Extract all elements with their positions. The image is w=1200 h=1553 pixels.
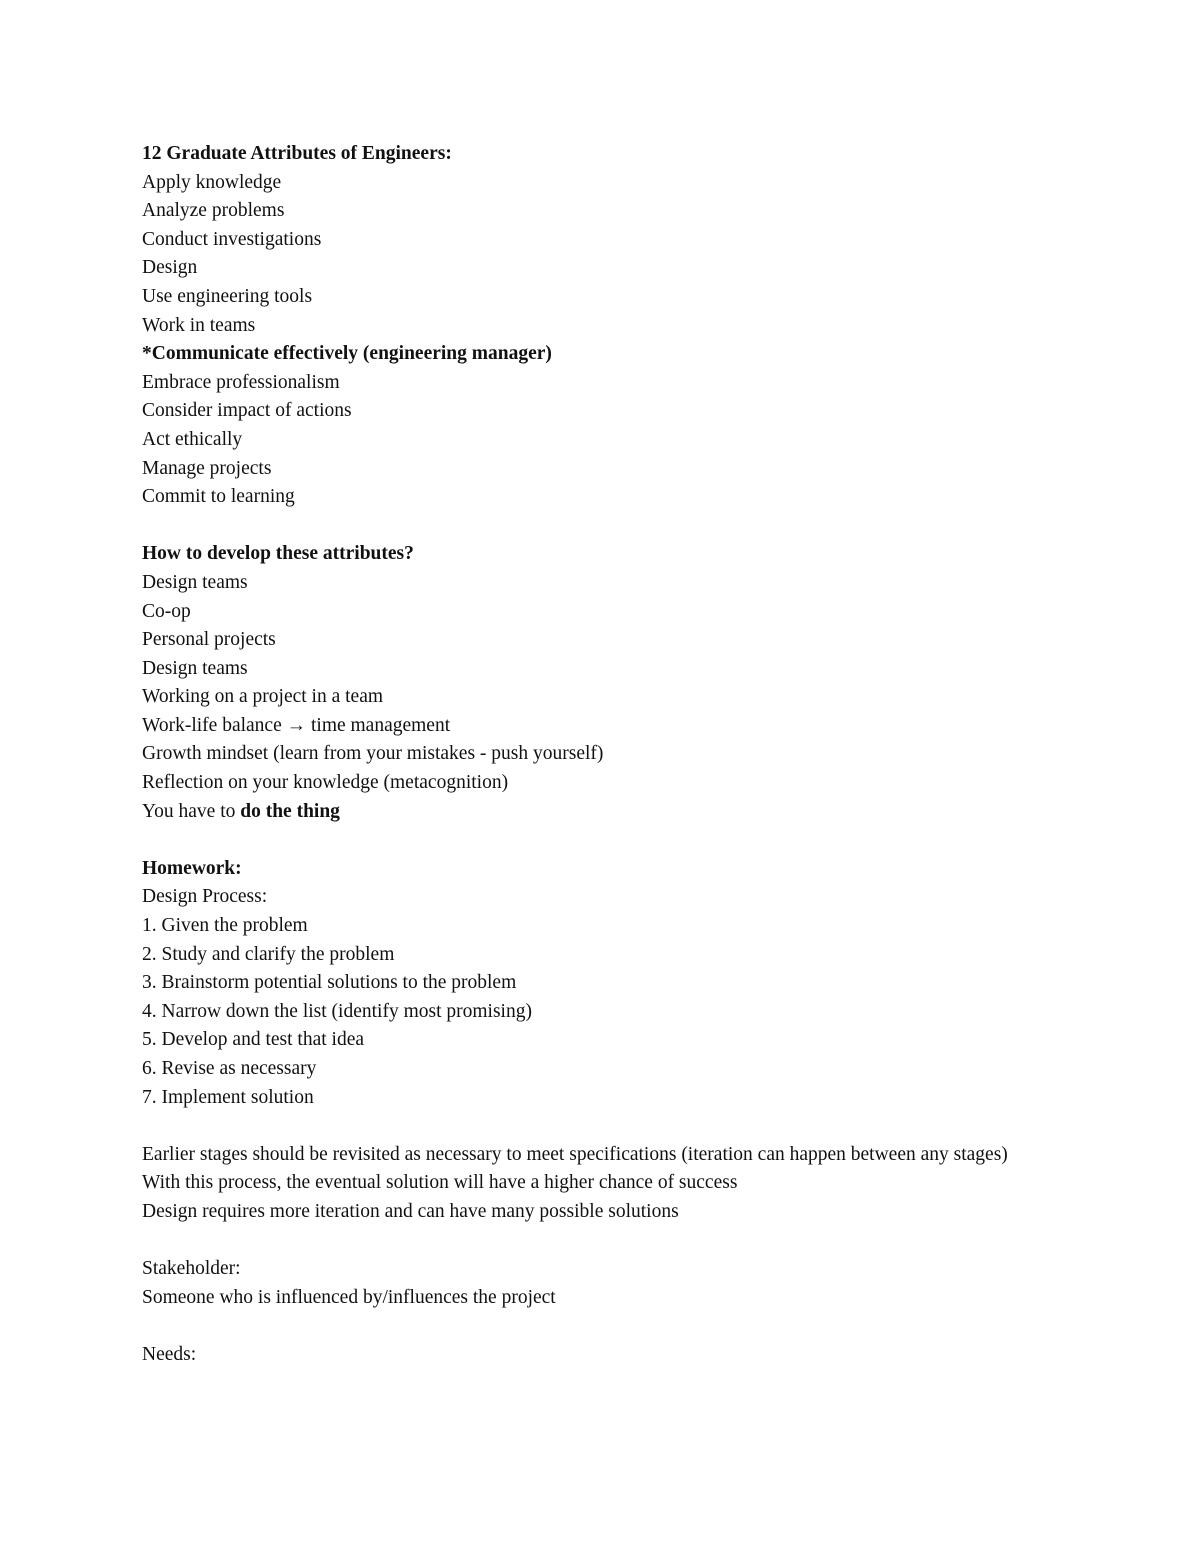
develop-item: Design teams — [142, 657, 248, 679]
attributes-heading: 12 Graduate Attributes of Engineers: — [142, 143, 452, 164]
needs-label: Needs: — [142, 1343, 197, 1365]
design-step: 4. Narrow down the list (identify most promising) — [142, 1000, 532, 1022]
develop-item: Design teams — [142, 571, 248, 593]
attribute-item: Conduct investigations — [142, 228, 322, 250]
spacer — [142, 1112, 1072, 1141]
spacer — [142, 512, 1072, 541]
attribute-item: Work in teams — [142, 314, 256, 336]
design-step: 6. Revise as necessary — [142, 1058, 317, 1079]
design-step: 2. Study and clarify the problem — [142, 943, 395, 965]
design-process-label: Design Process: — [142, 886, 268, 908]
attribute-item: Commit to learning — [142, 486, 295, 508]
develop-item-last — [142, 798, 1072, 827]
attribute-item: Design — [142, 257, 198, 279]
attribute-item: Act ethically — [142, 428, 243, 450]
stakeholder-definition: Someone who is influenced by/influences the project — [142, 1286, 556, 1308]
design-step: 1. Given the problem — [142, 915, 308, 937]
note-paragraph: With this process, the eventual solution will have a higher chance of success — [142, 1172, 738, 1194]
design-step: 5. Develop and test that idea — [142, 1029, 365, 1051]
develop-item: Work-life balance → time management — [142, 714, 451, 736]
attribute-item: Manage projects — [142, 457, 272, 479]
develop-heading: How to develop these attributes? — [142, 543, 414, 565]
design-step: 7. Implement solution — [142, 1086, 314, 1108]
spacer — [142, 1312, 1072, 1341]
homework-heading: Homework: — [142, 857, 242, 879]
note-paragraph: Earlier stages should be revisited as necessary to meet specifications (iteration can happen between any stages) — [142, 1143, 1008, 1165]
attribute-item: Apply knowledge — [142, 171, 282, 193]
design-step: 3. Brainstorm potential solutions to the problem — [142, 972, 517, 994]
attribute-item: Consider impact of actions — [142, 400, 352, 422]
attribute-item: Use engineering tools — [142, 285, 313, 307]
develop-item: Personal projects — [142, 629, 276, 651]
develop-item: Working on a project in a team — [142, 686, 384, 708]
attribute-item-highlighted: *Communicate effectively (engineering manager) — [142, 343, 552, 365]
spacer — [142, 826, 1072, 855]
develop-item-prefix: You have to — [142, 800, 241, 822]
spacer — [142, 1227, 1072, 1256]
attribute-item: Analyze problems — [142, 200, 285, 222]
document-page — [142, 140, 1072, 1370]
develop-item: Reflection on your knowledge (metacognition) — [142, 772, 509, 794]
stakeholder-label: Stakeholder: — [142, 1258, 241, 1280]
attribute-item: Embrace professionalism — [142, 371, 340, 393]
develop-item-emphasis: do the thing — [240, 800, 340, 822]
develop-item: Growth mindset (learn from your mistakes - push yourself) — [142, 743, 604, 765]
develop-item: Co-op — [142, 600, 191, 622]
note-paragraph: Design requires more iteration and can have many possible solutions — [142, 1200, 679, 1222]
